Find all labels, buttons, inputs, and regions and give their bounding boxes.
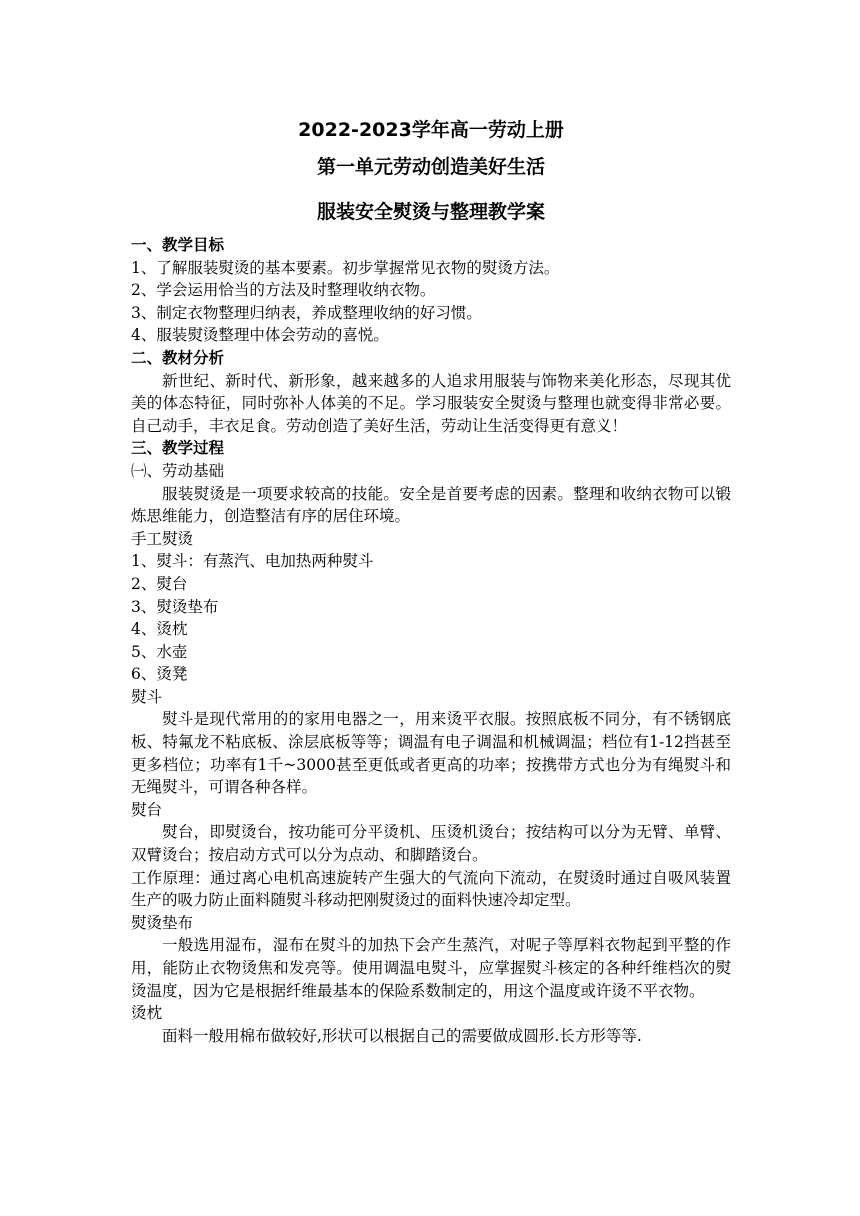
cloth-title: 熨烫垫布 (131, 913, 194, 932)
tool-item: 1、熨斗：有蒸汽、电加热两种熨斗 (131, 552, 374, 571)
pillow-paragraph: 面料一般用棉布做较好,形状可以根据自己的需要做成圆形.长方形等等. (162, 1026, 642, 1045)
tool-item: 4、烫枕 (131, 620, 188, 639)
objective-item: 4、服装熨烫整理中体会劳动的喜悦。 (131, 326, 389, 345)
document-unit-title: 第一单元劳动创造美好生活 (316, 156, 545, 178)
analysis-paragraph: 新世纪、新时代、新形象，越来越多的人追求用服装与饰物来美化形态，尽现其优美的体态特征，同时弥补人体美的不足。学习服装安全熨烫与整理也就变得非常必要。自己动手，丰衣足食。劳动创造了美好生活，劳动让生活变得更有意义！ (131, 371, 731, 435)
cloth-paragraph: 一般选用湿布，湿布在熨斗的加热下会产生蒸汽，对呢子等厚料衣物起到平整的作用，能防止衣物烫焦和发亮等。使用调温电熨斗，应掌握熨斗核定的各种纤维档次的熨烫温度，因为它是根据纤维最基本的保险系数制定的，用这个温度或许烫不平衣物。 (131, 936, 731, 1000)
objective-item: 2、学会运用恰当的方法及时整理收纳衣物。 (131, 281, 436, 300)
iron-paragraph: 熨斗是现代常用的的家用电器之一，用来烫平衣服。按照底板不同分，有不锈钢底板、特氟龙不粘底板、涂层底板等等；调温有电子调温和机械调温；档位有1-12挡甚至更多档位；功率有1千~3000甚至更低或者更高的功率；按携带方式也分为有绳熨斗和无绳熨斗，可谓各种各样。 (131, 710, 731, 797)
document-year-title: 2022-2023学年高一劳动上册 (298, 119, 564, 141)
tool-item: 5、水壶 (131, 642, 188, 661)
board-paragraph: 熨台，即熨烫台，按功能可分平烫机、压烫机烫台；按结构可以分为无臂、单臂、双臂烫台；按启动方式可以分为点动、和脚踏烫台。 (131, 823, 731, 865)
section-heading-process: 三、教学过程 (131, 439, 225, 458)
tools-title: 手工熨烫 (131, 529, 194, 548)
document-page (131, 118, 731, 1047)
pillow-title: 烫枕 (131, 1004, 163, 1023)
subsection-title-basics: ㈠、劳动基础 (131, 461, 225, 480)
section-heading-analysis: 二、教材分析 (131, 348, 225, 367)
section-heading-objectives: 一、教学目标 (131, 236, 225, 254)
document-lesson-title: 服装安全熨烫与整理教学案 (316, 201, 545, 223)
board-principle-paragraph: 工作原理：通过离心电机高速旋转产生强大的气流向下流动，在熨烫时通过自吸风装置生产的吸力防止面料随熨斗移动把刚熨烫过的面料快速冷却定型。 (131, 868, 731, 910)
iron-title: 熨斗 (131, 687, 163, 706)
board-title: 熨台 (131, 800, 163, 819)
basics-paragraph: 服装熨烫是一项要求较高的技能。安全是首要考虑的因素。整理和收纳衣物可以锻炼思维能力，创造整洁有序的居住环境。 (131, 484, 731, 526)
tool-item: 2、熨台 (131, 574, 188, 593)
tool-item: 3、熨烫垫布 (131, 597, 219, 616)
tool-item: 6、烫凳 (131, 665, 188, 684)
objective-item: 3、制定衣物整理归纳表，养成整理收纳的好习惯。 (131, 303, 482, 322)
objective-item: 1、了解服装熨烫的基本要素。初步掌握常见衣物的熨烫方法。 (131, 258, 560, 277)
